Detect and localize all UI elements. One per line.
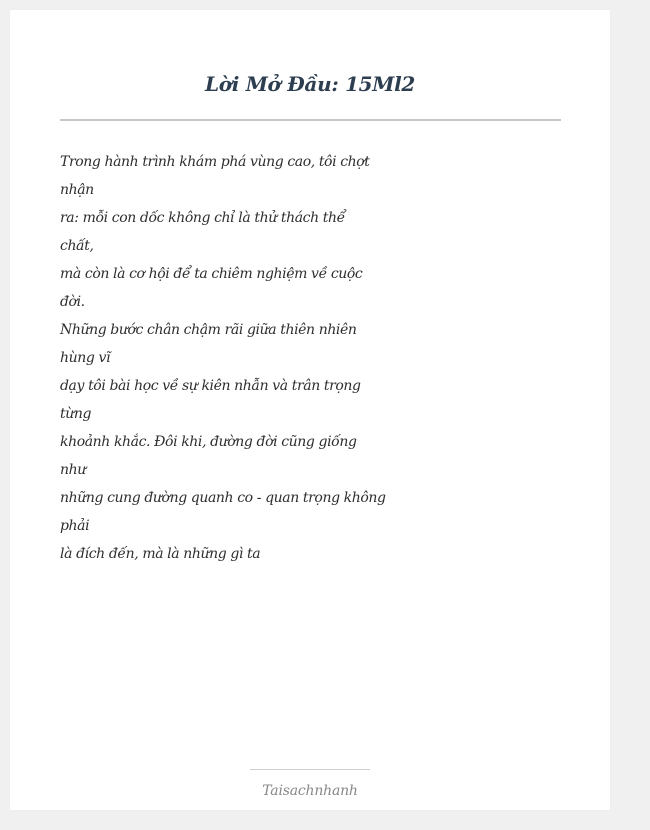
footer-brand: Taisachnhanh bbox=[262, 783, 358, 799]
page-title: Lời Mở Đầu: 15Ml2 bbox=[204, 72, 416, 96]
text-line: từng bbox=[60, 406, 92, 422]
text-line: là đích đến, mà là những gì ta bbox=[60, 546, 261, 562]
text-line: Những bước chân chậm rãi giữa thiên nhiên bbox=[60, 322, 357, 338]
body-text bbox=[60, 148, 386, 568]
text-line: hùng vĩ bbox=[60, 350, 111, 366]
text-line: Trong hành trình khám phá vùng cao, tôi chợt bbox=[60, 154, 370, 170]
text-line: đời. bbox=[60, 294, 85, 310]
document-page bbox=[10, 10, 610, 810]
text-line: khoảnh khắc. Đôi khi, đường đời cũng giống bbox=[60, 434, 357, 450]
text-line: ra: mỗi con dốc không chỉ là thử thách thể bbox=[60, 210, 345, 226]
text-line: chất, bbox=[60, 238, 94, 254]
text-line: phải bbox=[60, 518, 90, 534]
text-line: dạy tôi bài học về sự kiên nhẫn và trân trọng bbox=[60, 378, 361, 394]
text-line: mà còn là cơ hội để ta chiêm nghiệm về cuộc bbox=[60, 266, 363, 282]
text-line: những cung đường quanh co - quan trọng không bbox=[60, 490, 386, 506]
title-divider bbox=[60, 119, 561, 121]
text-line: như bbox=[60, 462, 86, 478]
footer-divider bbox=[250, 769, 370, 770]
text-line: nhận bbox=[60, 182, 94, 198]
